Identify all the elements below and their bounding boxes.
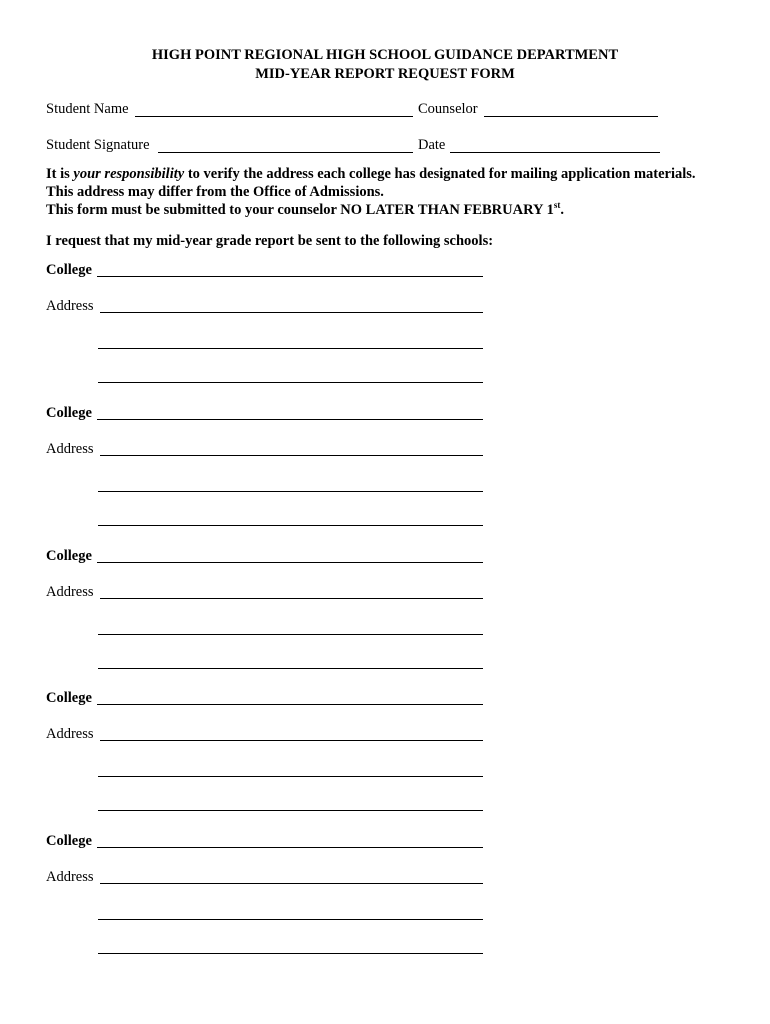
address-line-field[interactable] xyxy=(98,491,483,492)
address-label: Address xyxy=(46,440,94,457)
form-title-line-1: HIGH POINT REGIONAL HIGH SCHOOL GUIDANCE DEPARTMENT xyxy=(151,47,619,63)
address-line-field[interactable] xyxy=(98,382,483,383)
request-statement: I request that my mid-year grade report be sent to the following schools: xyxy=(46,233,494,249)
address-line-field[interactable] xyxy=(100,598,483,599)
instruction-deadline: This form must be submitted to your counselor NO LATER THAN FEBRUARY 1st. xyxy=(46,200,564,218)
college-name-field[interactable] xyxy=(97,704,483,705)
address-line-field[interactable] xyxy=(98,776,483,777)
instruction-responsibility: It is your responsibility to verify the address each college has designated for mailing application materials. xyxy=(46,166,696,182)
form-title-line-2: MID-YEAR REPORT REQUEST FORM xyxy=(255,66,515,82)
address-line-field[interactable] xyxy=(98,634,483,635)
address-label: Address xyxy=(46,869,94,885)
address-line-field[interactable] xyxy=(100,455,483,456)
address-line-field[interactable] xyxy=(100,883,483,884)
date-label: Date xyxy=(418,137,446,153)
instruction-address-note: This address may differ from the Office of Admissions. xyxy=(46,184,384,200)
college-label: College xyxy=(46,690,92,707)
address-line-field[interactable] xyxy=(98,919,483,920)
college-label: College xyxy=(46,833,92,849)
address-label: Address xyxy=(46,726,94,743)
college-name-field[interactable] xyxy=(97,276,483,277)
counselor-label: Counselor xyxy=(418,101,478,117)
student-signature-label: Student Signature xyxy=(46,137,150,153)
college-label: College xyxy=(46,547,92,564)
address-line-field[interactable] xyxy=(98,668,483,669)
college-name-field[interactable] xyxy=(97,419,483,420)
college-name-field[interactable] xyxy=(97,847,483,848)
student-name-label: Student Name xyxy=(46,101,129,117)
address-line-field[interactable] xyxy=(98,953,483,954)
college-name-field[interactable] xyxy=(97,562,483,563)
counselor-field[interactable] xyxy=(484,116,658,117)
address-line-field[interactable] xyxy=(98,810,483,811)
address-label: Address xyxy=(46,298,94,314)
address-line-field[interactable] xyxy=(98,525,483,526)
address-line-field[interactable] xyxy=(100,740,483,741)
college-label: College xyxy=(46,404,92,421)
student-signature-field[interactable] xyxy=(158,152,413,153)
address-line-field[interactable] xyxy=(100,312,483,313)
student-name-field[interactable] xyxy=(135,116,413,117)
address-line-field[interactable] xyxy=(98,348,483,349)
address-label: Address xyxy=(46,583,94,600)
date-field[interactable] xyxy=(450,152,660,153)
college-label: College xyxy=(46,262,92,278)
